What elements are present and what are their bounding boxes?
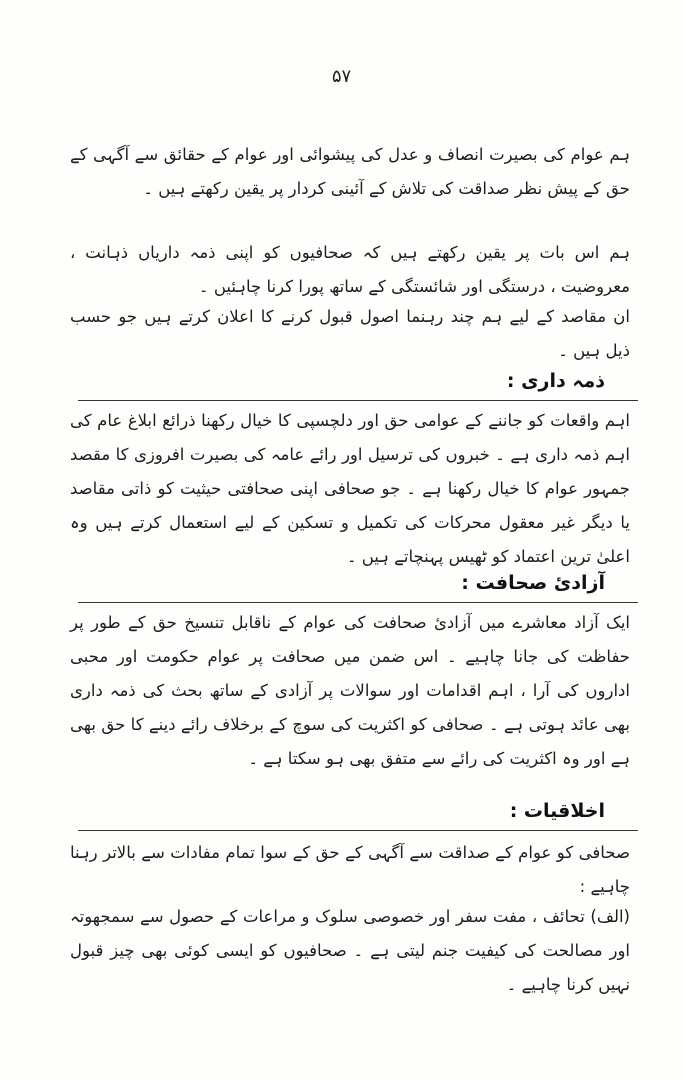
intro-paragraph-2: ہم اس بات پر یقین رکھتے ہیں کہ صحافیوں کو اپنی ذمہ داریاں ذہانت ، معروضیت ، درستگی اور شائستگی کے ساتھ پورا کرنا چاہئیں ۔ <box>70 243 630 296</box>
section-heading-ethics: اخلاقیات : <box>509 800 605 822</box>
ethics-item-a: (الف) تحائف ، مفت سفر اور خصوصی سلوک و مراعات کے حصول سے سمجھوتہ اور مصالحت کی کیفیت جنم لیتی ہے ۔ صحافیوں کو ایسی کوئی بھی چیز قبول نہیں کرنا چاہیے ۔ <box>70 907 630 994</box>
ethics-intro-paragraph: صحافی کو عوام کے صداقت سے آگہی کے حق کے سوا تمام مفادات سے بالاتر رہنا چاہیے : <box>70 843 630 896</box>
section-divider <box>78 400 638 401</box>
intro-paragraph-1: ہم عوام کی بصیرت انصاف و عدل کی پیشوائی اور عوام کے حقائق سے آگہی کے حق کے پیش نظر صداقت کی تلاش کے آئینی کردار پر یقین رکھتے ہیں ۔ <box>70 145 630 198</box>
responsibility-paragraph: اہم واقعات کو جاننے کے عوامی حق اور دلچسپی کا خیال رکھنا ذرائع ابلاغ عام کی اہم ذمہ داری ہے ۔ خبروں کی ترسیل اور رائے عامہ کی بصیرت افروزی کا مقصد جمہور عوام کا خیال رکھنا ہے ۔ جو صحافی اپنی صحافتی حیثیت کو ذاتی مقاصد یا دیگر غیر معقول محرکات کی تکمیل و تسکین کے لیے استعمال کرتے ہیں وہ اعلیٰ ترین اعتماد کو ٹھیس پہنچاتے ہیں ۔ <box>70 411 630 566</box>
section-heading-responsibility: ذمہ داری : <box>506 370 605 392</box>
page-number: ۵۷ <box>331 66 352 87</box>
intro-paragraph-3: ان مقاصد کے لیے ہم چند رہنما اصول قبول کرنے کا اعلان کرتے ہیں جو حسب ذیل ہیں ۔ <box>70 307 630 360</box>
section-divider <box>78 602 638 603</box>
section-heading-press-freedom: آزادیٔ صحافت : <box>461 572 605 594</box>
press-freedom-paragraph: ایک آزاد معاشرے میں آزادیٔ صحافت کی عوام کے ناقابل تنسیخ حق کے طور پر حفاظت کی جانا چاہیے ۔ اس ضمن میں صحافت پر عوام حکومت اور محبی اداروں کی آرا ، اہم اقدامات اور سوالات پر آزادی کے ساتھ بحث کی ذمہ داری بھی عائد ہوتی ہے ۔ صحافی کو اکثریت کی سوچ کے برخلاف رائے دینے کا حق بھی ہے اور وہ اکثریت کی رائے سے متفق بھی ہو سکتا ہے ۔ <box>70 613 630 768</box>
section-divider <box>78 830 638 831</box>
